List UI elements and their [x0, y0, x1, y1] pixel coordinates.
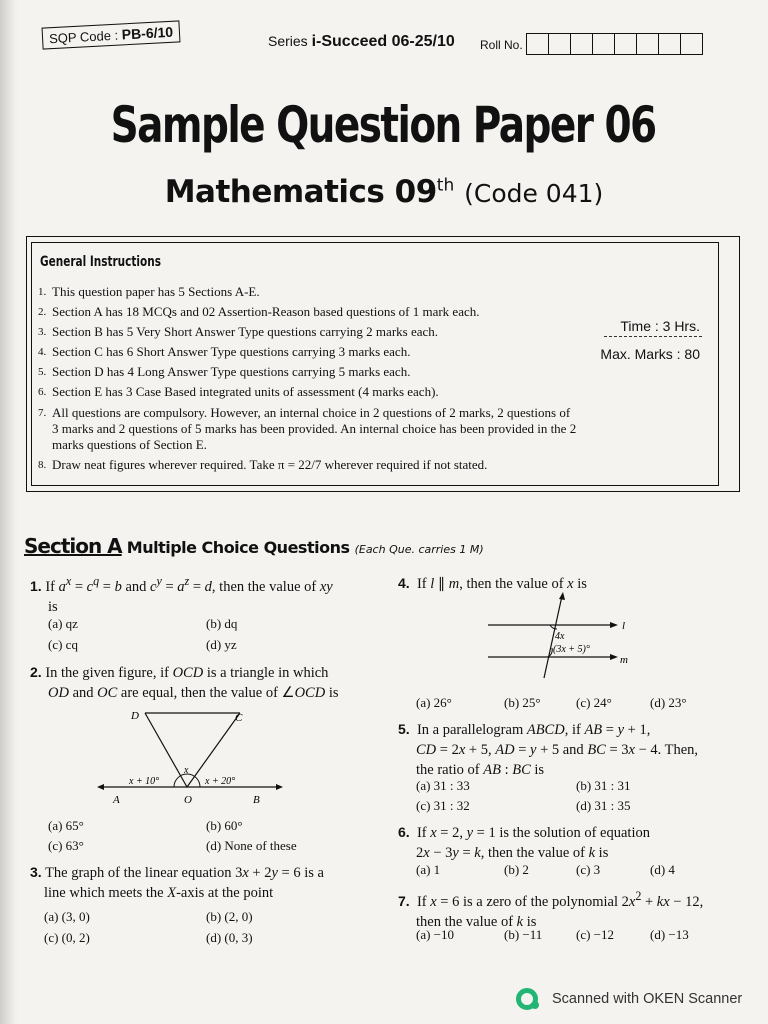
series-label: Series	[268, 33, 308, 49]
question-3	[30, 862, 375, 903]
roll-box	[548, 33, 571, 55]
sqp-code-label: SQP Code :	[48, 27, 119, 47]
roll-box	[570, 33, 593, 55]
question-5	[398, 719, 743, 780]
series-value: i-Succeed 06-25/10	[311, 33, 455, 50]
paper-title: Sample Question Paper 06	[110, 96, 656, 154]
option-a: (a) qz	[48, 616, 78, 631]
roll-box	[680, 33, 703, 55]
instruction-item: 5. Section D has 4 Long Answer Type questions carrying 5 marks each.	[38, 362, 578, 382]
oken-scanner-logo-icon	[516, 988, 538, 1010]
label-d: D	[131, 710, 139, 722]
roll-no-boxes	[527, 33, 703, 55]
label-m: m	[620, 654, 628, 666]
instruction-item: 6. Section E has 3 Case Based integrated units of assessment (4 marks each).	[38, 382, 578, 402]
option-c: (c) 31 : 32	[416, 798, 470, 813]
option-d: (d) 31 : 35	[576, 798, 631, 813]
option-d: (d) −13	[650, 927, 689, 942]
question-text-cont: is	[48, 598, 58, 615]
instruction-text: Section C has 6 Short Answer Type questions carrying 3 marks each.	[52, 344, 411, 359]
label-o: O	[184, 794, 192, 806]
option-d: (d) 23°	[650, 695, 687, 710]
roll-box	[526, 33, 549, 55]
section-a-header	[24, 534, 484, 558]
option-c: (c) cq	[48, 637, 78, 652]
max-marks: Max. Marks : 80	[600, 346, 700, 362]
question-6	[398, 822, 743, 863]
paper-subtitle	[0, 174, 768, 210]
series-info	[268, 33, 455, 51]
q2-triangle-figure	[95, 705, 285, 815]
instruction-text: Draw neat figures wherever required. Take π = 22/7 wherever required if not stated.	[52, 457, 488, 472]
instruction-item: 4. Section C has 6 Short Answer Type questions carrying 3 marks each.	[38, 342, 578, 362]
subject-code: (Code 041)	[464, 179, 604, 208]
option-a: (a) 26°	[416, 695, 452, 710]
question-text-cont: CD = 2x + 5, AD = y + 5 and BC = 3x − 4. Then,	[416, 742, 699, 758]
question-2	[30, 662, 375, 703]
instruction-item: 7. All questions are compulsory. However, an internal choice in 2 questions of 2 marks, 2 questions of 3 marks and 2 questions of 5 marks has been provided. An internal choice has been provided in the 2 marks questions of Section E.	[38, 405, 577, 452]
instruction-text: All questions are compulsory. However, an internal choice in 2 questions of 2 marks, 2 questions of 3 marks and 2 questions of 5 marks has been provided. An internal choice has been provided in the 2 marks questions of Section E.	[52, 405, 577, 452]
question-text-cont: the ratio of AB : BC is	[416, 762, 545, 778]
roll-box	[614, 33, 637, 55]
question-text: If $a^x = c^q = b$ and $c^y = a^z = d$, then the value of xy	[45, 574, 333, 595]
section-title: Multiple Choice Questions	[126, 538, 350, 557]
question-text-cont: 2x − 3y = k, then the value of k is	[416, 845, 609, 861]
option-b: (b) dq	[206, 616, 238, 631]
question-number: 7.	[398, 892, 410, 909]
question-number: 1.	[30, 577, 42, 594]
question-number: 5.	[398, 721, 410, 737]
time-marks-divider	[604, 336, 702, 337]
instruction-item: 3. Section B has 5 Very Short Answer Type questions carrying 2 marks each.	[38, 322, 578, 342]
q4-parallel-lines-figure	[486, 590, 636, 680]
option-c: (c) (0, 2)	[44, 930, 90, 945]
option-c: (c) −12	[576, 927, 615, 942]
question-text: In the given figure, if OCD is a triangle in which	[45, 665, 329, 681]
time-allowed: Time : 3 Hrs.	[620, 318, 700, 334]
question-text-cont: OD and OC are equal, then the value of ∠OCD is	[48, 685, 339, 701]
question-text-cont: then the value of k is	[416, 913, 537, 930]
option-d: (d) None of these	[206, 838, 297, 853]
instruction-text: Section A has 18 MCQs and 02 Assertion-Reason based questions of 1 mark each.	[52, 304, 480, 319]
instruction-item: 8. Draw neat figures wherever required. Take π = 22/7 wherever required if not stated.	[38, 455, 578, 475]
question-number: 2.	[30, 664, 42, 680]
instructions-heading: General Instructions	[40, 254, 161, 270]
subject-name: Mathematics 09	[164, 174, 437, 210]
instruction-text: Section B has 5 Very Short Answer Type questions carrying 2 marks each.	[52, 324, 439, 339]
option-d: (d) yz	[206, 637, 237, 652]
option-a: (a) −10	[416, 927, 455, 942]
sqp-code-badge	[42, 20, 181, 49]
question-text: The graph of the linear equation 3x + 2y = 6 is a	[45, 865, 324, 881]
option-b: (b) 2	[504, 862, 529, 877]
option-a: (a) (3, 0)	[44, 909, 90, 924]
label-b: B	[253, 794, 260, 806]
instruction-text: Section D has 4 Long Answer Type questions carrying 5 marks each.	[52, 364, 411, 379]
question-text-cont: line which meets the X-axis at the point	[44, 885, 274, 901]
instruction-text: Section E has 3 Case Based integrated units of assessment (4 marks each).	[52, 384, 439, 399]
instruction-text: This question paper has 5 Sections A-E.	[52, 284, 260, 299]
scanner-watermark	[516, 988, 742, 1010]
section-name: Section A	[24, 534, 122, 558]
option-b: (b) (2, 0)	[206, 909, 253, 924]
option-d: (d) 4	[650, 862, 675, 877]
question-number: 3.	[30, 864, 42, 880]
option-a: (a) 1	[416, 862, 441, 877]
section-note: (Each Que. carries 1 M)	[354, 543, 484, 556]
question-text: In a parallelogram ABCD, if AB = y + 1,	[413, 722, 651, 738]
option-d: (d) (0, 3)	[206, 930, 253, 945]
option-c: (c) 3	[576, 862, 601, 877]
page-binding-shadow	[0, 0, 18, 1024]
scanner-text: Scanned with OKEN Scanner	[552, 991, 743, 1007]
option-a: (a) 31 : 33	[416, 778, 470, 793]
sqp-code-value: PB-6/10	[121, 23, 174, 43]
subject-sup: th	[436, 175, 455, 196]
label-3x-plus-5: (3x + 5)°	[553, 644, 590, 655]
option-a: (a) 65°	[48, 818, 84, 833]
instruction-item: 1. This question paper has 5 Sections A-E.	[38, 282, 578, 302]
question-text: If l ∥ m, then the value of x is	[413, 576, 587, 592]
roll-box	[592, 33, 615, 55]
question-1	[30, 571, 375, 617]
question-text: If x = 6 is a zero of the polynomial $2x^2$ + kx − 12,	[413, 889, 704, 910]
label-angle-right: x + 20°	[205, 776, 236, 787]
instructions-list	[38, 282, 578, 475]
option-b: (b) 60°	[206, 818, 243, 833]
option-b: (b) 25°	[504, 695, 541, 710]
option-b: (b) 31 : 31	[576, 778, 631, 793]
option-c: (c) 24°	[576, 695, 612, 710]
label-angle-left: x + 10°	[129, 776, 160, 787]
label-a: A	[113, 794, 120, 806]
option-c: (c) 63°	[48, 838, 84, 853]
question-number: 4.	[398, 575, 410, 591]
question-7	[398, 886, 748, 932]
label-c: C	[235, 712, 243, 724]
question-number: 6.	[398, 824, 410, 840]
label-x: x	[184, 765, 189, 776]
label-l: l	[622, 620, 626, 632]
question-text: If x = 2, y = 1 is the solution of equation	[413, 825, 650, 841]
roll-box	[658, 33, 681, 55]
instruction-item: 2. Section A has 18 MCQs and 02 Assertion-Reason based questions of 1 mark each.	[38, 302, 578, 322]
roll-box	[636, 33, 659, 55]
label-4x: 4x	[555, 631, 565, 642]
roll-no-label: Roll No.	[480, 38, 523, 52]
option-b: (b) −11	[504, 927, 543, 942]
